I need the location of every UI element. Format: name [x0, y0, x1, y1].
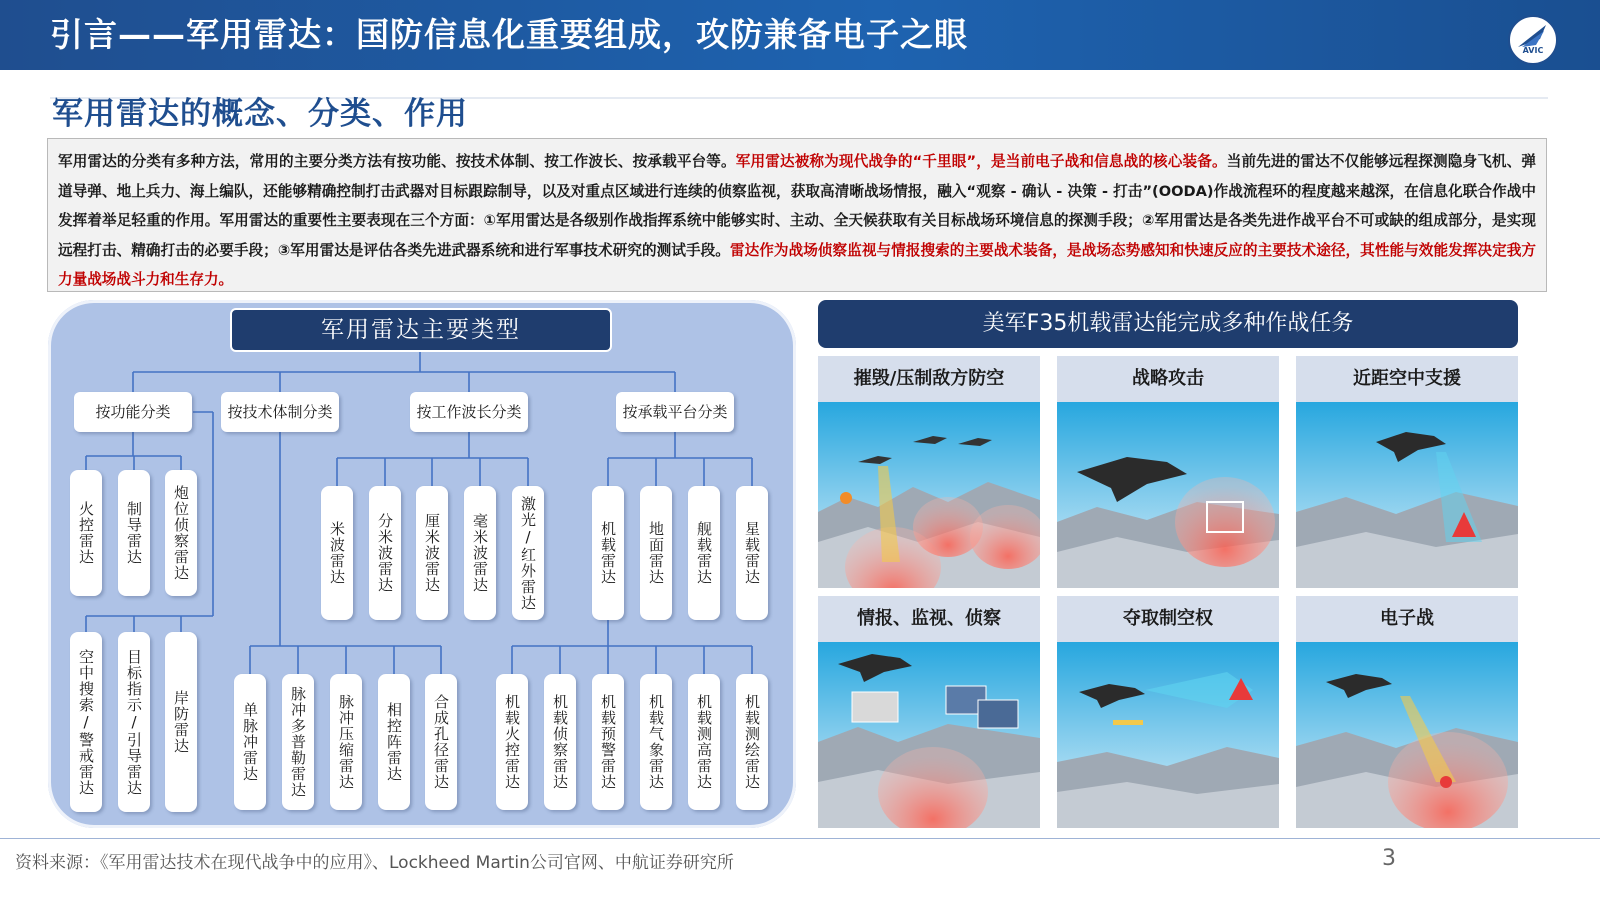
leaf-phased-array: 相控阵雷达 [378, 674, 410, 810]
leaf-airborne-weather: 机载气象雷达 [640, 674, 672, 810]
avic-logo [1508, 15, 1558, 65]
cas-illustration [1296, 402, 1518, 588]
sead-illustration [818, 402, 1040, 588]
title-bar [0, 0, 1600, 70]
mission-label: 摧毁/压制敌方防空 [818, 356, 1040, 402]
leaf-sar: 合成孔径雷达 [425, 674, 457, 810]
strategic-attack-illustration [1057, 402, 1279, 588]
leaf-millimeter-wave: 毫米波雷达 [464, 486, 496, 620]
wing-icon [1510, 17, 1556, 63]
leaf-airborne-recon: 机载侦察雷达 [544, 674, 576, 810]
leaf-meter-wave: 米波雷达 [321, 486, 353, 620]
leaf-airborne-fire-control: 机载火控雷达 [496, 674, 528, 810]
electronic-warfare-illustration [1296, 642, 1518, 828]
mission-label: 近距空中支援 [1296, 356, 1518, 402]
mission-label: 电子战 [1296, 596, 1518, 642]
mission-card-isr [818, 596, 1040, 828]
section-title: 军用雷达的概念、分类、作用 [52, 96, 468, 132]
leaf-pulse-compression: 脉冲压缩雷达 [330, 674, 362, 810]
leaf-pulse-doppler: 脉冲多普勒雷达 [282, 674, 314, 810]
leaf-airborne: 机载雷达 [592, 486, 624, 620]
category-platform: 按承载平台分类 [616, 392, 734, 432]
leaf-air-search: 空中搜索/警戒雷达 [70, 632, 102, 812]
leaf-laser-ir: 激光/红外雷达 [512, 486, 544, 620]
mission-card-cas [1296, 356, 1518, 588]
category-wave: 按工作波长分类 [410, 392, 528, 432]
mission-card-sead [818, 356, 1040, 588]
leaf-ground: 地面雷达 [640, 486, 672, 620]
mission-card-electronic-warfare [1296, 596, 1518, 828]
paragraph-text-1: 军用雷达的分类有多种方法，常用的主要分类方法有按功能、按技术体制、按工作波长、按承载平台等。 [58, 153, 736, 170]
radar-types-title: 军用雷达主要类型 [230, 308, 612, 352]
mission-label: 情报、监视、侦察 [818, 596, 1040, 642]
mission-label: 夺取制空权 [1057, 596, 1279, 642]
missions-title: 美军F35机载雷达能完成多种作战任务 [818, 300, 1518, 348]
footer-divider [0, 838, 1600, 839]
page-title: 引言——军用雷达：国防信息化重要组成，攻防兼备电子之眼 [50, 15, 968, 54]
category-function: 按功能分类 [74, 392, 192, 432]
paragraph-highlight-1: 军用雷达被称为现代战争的“千里眼”，是当前电子战和信息战的核心装备。 [735, 153, 1227, 170]
mission-label: 战略攻击 [1057, 356, 1279, 402]
leaf-decimeter-wave: 分米波雷达 [369, 486, 401, 620]
intro-paragraph [47, 138, 1547, 292]
mission-card-strategic-attack [1057, 356, 1279, 588]
leaf-artillery-recon: 炮位侦察雷达 [165, 470, 197, 596]
leaf-airborne-early-warning: 机载预警雷达 [592, 674, 624, 810]
leaf-airborne-mapping: 机载测绘雷达 [736, 674, 768, 810]
logo-label: AVIC [1522, 46, 1544, 55]
page-number: 3 [1382, 846, 1396, 871]
paragraph-text-2: 当前先进的雷达不仅能够远程探测隐身飞机、弹道导弹、地上兵力、海上编队，还能够精确控制打击武器对目标跟踪制导，以及对重点区域进行连续的侦察监视，获取高清晰战场情报，融入“观察 - 确认 - 决策 - 打击”(OODA)作战流程环的程度越来越深，在信息化联合作战中发挥着举足轻重的作用。军用雷达的重要性主要表现在三个方面：①军用雷达是各级别作战指挥系统中能够实时、主动、全天候获取有关目标战场环境信息的探测手段；②军用雷达是各类先进作战平台不可或缺的组成部分，是实现远程打击、精确打击的必要手段；③军用雷达是评估各类先进武器系统和进行军事技术研究的测试手段。 [58, 153, 1536, 259]
category-tech: 按技术体制分类 [221, 392, 339, 432]
leaf-guidance: 制导雷达 [118, 470, 150, 596]
leaf-centimeter-wave: 厘米波雷达 [416, 486, 448, 620]
leaf-target-indication: 目标指示/引导雷达 [118, 632, 150, 812]
leaf-fire-control: 火控雷达 [70, 470, 102, 596]
leaf-airborne-altimeter: 机载测高雷达 [688, 674, 720, 810]
mission-card-air-superiority [1057, 596, 1279, 828]
isr-illustration [818, 642, 1040, 828]
paragraph-highlight-2: 雷达作为战场侦察监视与情报搜索的主要战术装备，是战场态势感知和快速反应的主要技术途径，其性能与效能发挥决定我方力量战场战斗力和生存力。 [58, 241, 1536, 289]
source-note: 资料来源：《军用雷达技术在现代战争中的应用》、Lockheed Martin公司官网、中航证券研究所 [15, 853, 734, 873]
leaf-monopulse: 单脉冲雷达 [234, 674, 266, 810]
leaf-spaceborne: 星载雷达 [736, 486, 768, 620]
leaf-coastal: 岸防雷达 [165, 632, 197, 812]
leaf-shipborne: 舰载雷达 [688, 486, 720, 620]
air-superiority-illustration [1057, 642, 1279, 828]
